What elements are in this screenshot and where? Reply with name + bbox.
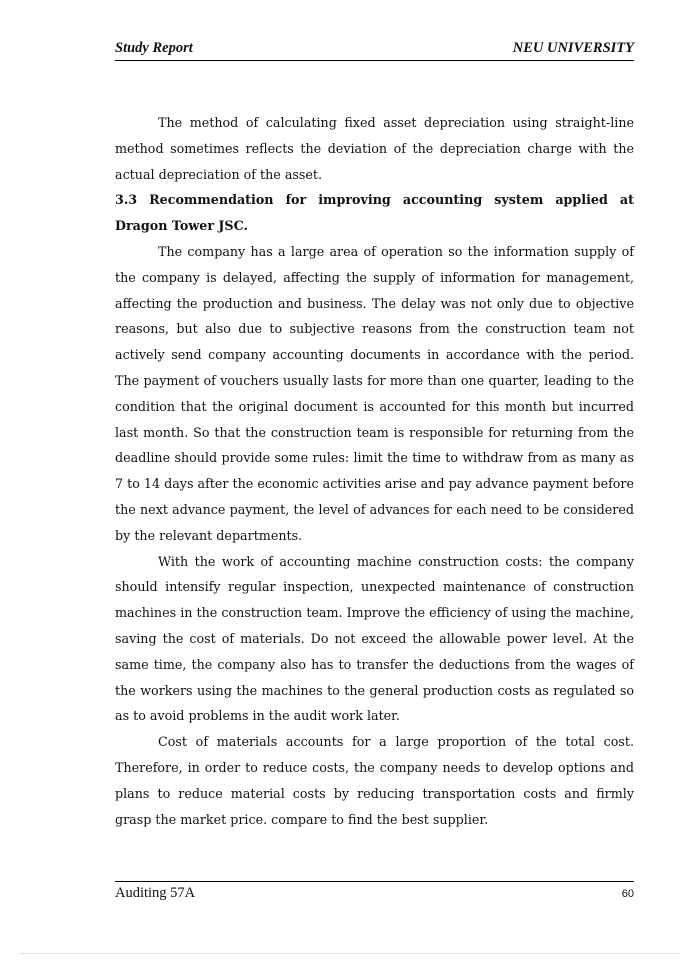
page-footer	[115, 881, 634, 902]
paragraph-machine-costs: With the work of accounting machine construction costs: the company should intensify regular inspection, unexpected maintenance of construction machines in the construction team. Improve the efficiency of using the machine, saving the cost of materials. Do not exceed the allowable power level. At the same time, the company also has to transfer the deductions from the wages of the workers using the machines to the general production costs as regulated so as to avoid problems in the audit work later.	[115, 553, 634, 724]
footer-course: Auditing 57A	[115, 885, 196, 901]
document-body	[115, 110, 634, 832]
header-title: Study Report	[115, 40, 193, 56]
page-number: 60	[621, 888, 634, 900]
paragraph-depreciation: The method of calculating fixed asset depreciation using straight-line method sometimes reflects the deviation of the depreciation charge with the actual depreciation of the asset.	[115, 115, 634, 182]
section-heading: 3.3 Recommendation for improving accounting system applied at Dragon Tower JSC.	[115, 192, 634, 234]
header-university: NEU UNIVERSITY	[512, 40, 634, 56]
paragraph-information-supply: The company has a large area of operation so the information supply of the company is delayed, affecting the supply of information for management, affecting the production and business. The delay was not only due to objective reasons, but also due to subjective reasons from the construction team not actively send company accounting documents in accordance with the period. The payment of vouchers usually lasts for more than one quarter, leading to the condition that the original document is accounted for this month but incurred last month. So that the construction team is responsible for returning from the deadline should provide some rules: limit the time to withdraw from as many as 7 to 14 days after the economic activities arise and pay advance payment before the next advance payment, the level of advances for each need to be considered by the relevant departments.	[115, 243, 634, 543]
page-header	[115, 40, 634, 61]
page-edge-divider	[20, 953, 680, 954]
paragraph-material-costs: Cost of materials accounts for a large proportion of the total cost. Therefore, in order to reduce costs, the company needs to develop options and plans to reduce material costs by reducing transportation costs and firmly grasp the market price. compare to find the best supplier.	[115, 734, 634, 827]
